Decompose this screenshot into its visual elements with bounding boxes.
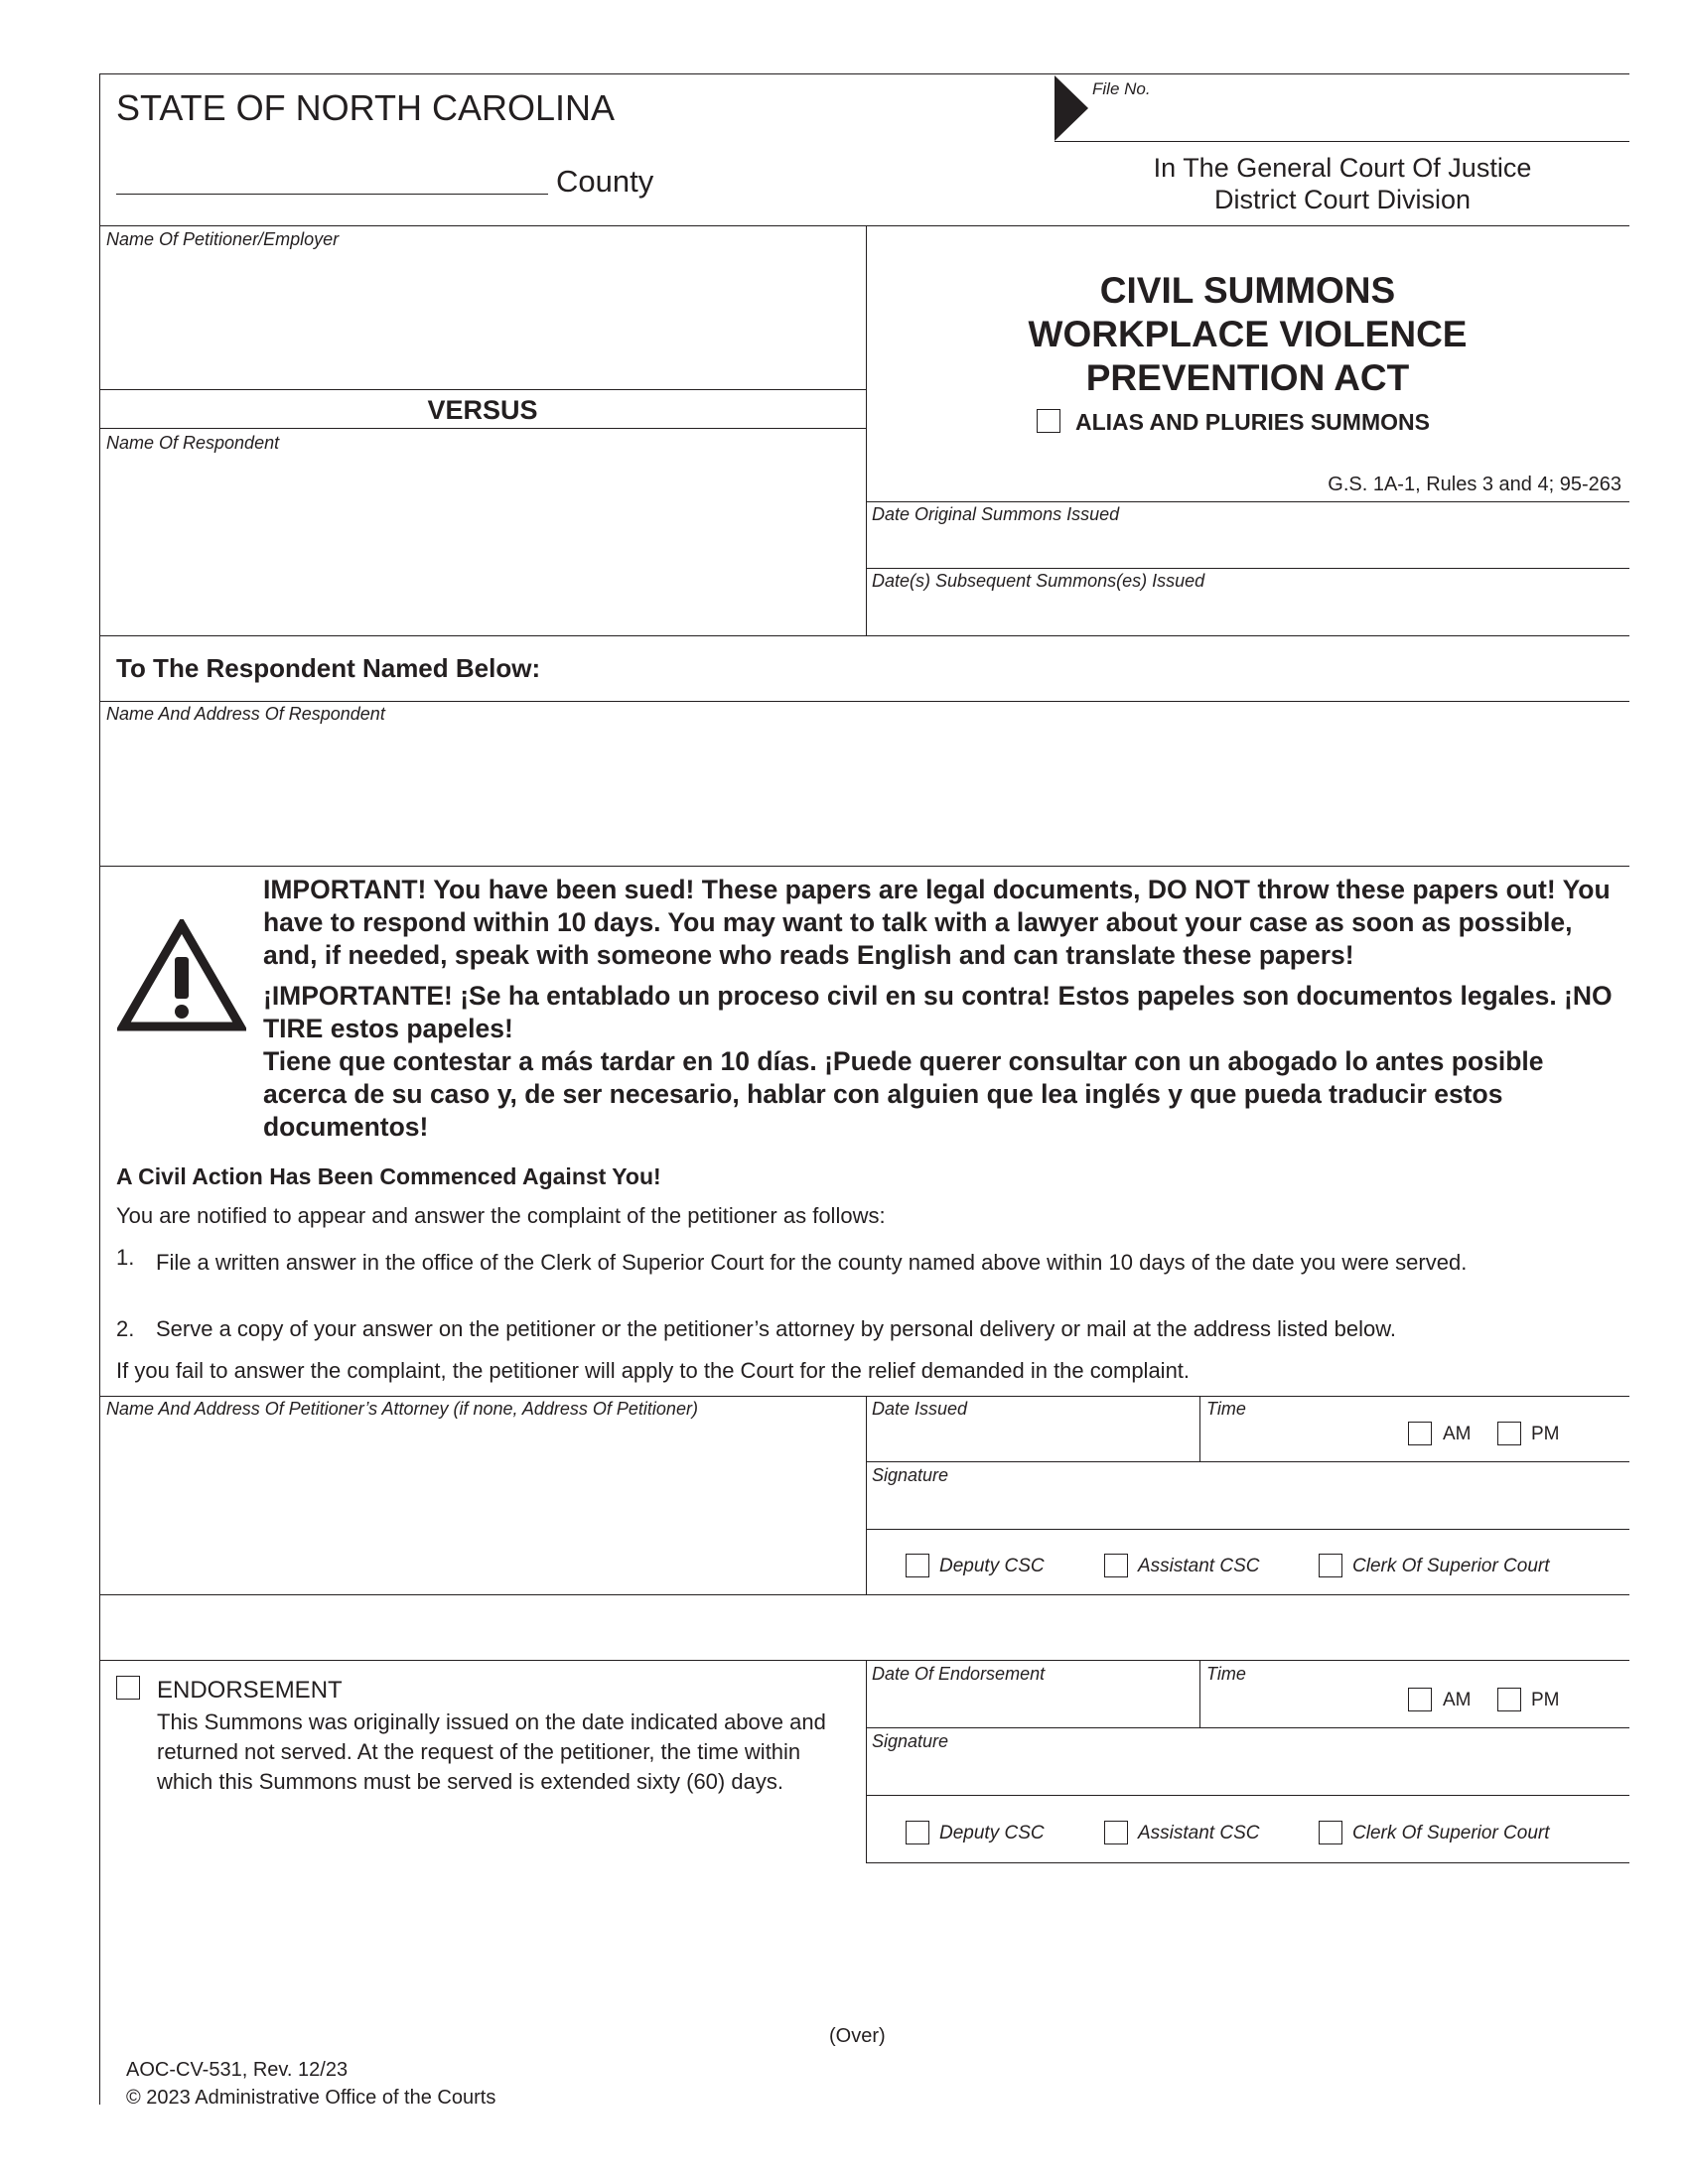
file-no-arrow-icon <box>1055 75 1088 141</box>
date-issued-rule <box>866 1461 1629 1462</box>
endorsement-date-field[interactable] <box>872 1686 1196 1725</box>
left-border <box>99 73 100 2105</box>
top-rule <box>99 73 1629 74</box>
over-label: (Over) <box>829 2025 886 2047</box>
date-subsequent-field[interactable] <box>872 594 1624 631</box>
signature-field[interactable] <box>872 1487 1624 1527</box>
signature-rule <box>866 1529 1629 1530</box>
action-heading: A Civil Action Has Been Commenced Against You! <box>116 1163 661 1189</box>
endorsement-top-rule <box>99 1660 1629 1661</box>
alias-checkbox[interactable] <box>1037 409 1060 433</box>
to-respondent-rule <box>99 701 1629 702</box>
time-divider <box>1199 1396 1200 1461</box>
respondent-address-field[interactable] <box>103 727 1626 862</box>
warning-spanish-1: ¡IMPORTANTE! ¡Se ha entablado un proceso civil en su contra! Estos papeles son documentos legales. ¡NO TIRE estos papeles! <box>263 981 1613 1043</box>
title-line-3: PREVENTION ACT <box>1085 357 1410 398</box>
action-intro: You are notified to appear and answer the complaint of the petitioner as follows: <box>116 1203 886 1228</box>
action-fail-notice: If you fail to answer the complaint, the petitioner will apply to the Court for the relief demanded in the complaint. <box>116 1358 1191 1383</box>
attorney-field[interactable] <box>103 1424 862 1590</box>
endorsement-date-label: Date Of Endorsement <box>872 1664 1046 1684</box>
endorsement-signature-field[interactable] <box>872 1753 1624 1793</box>
date-original-field[interactable] <box>872 526 1624 566</box>
header-bottom-rule <box>99 225 1629 226</box>
clerk-superior-court-checkbox[interactable] <box>1319 1554 1342 1577</box>
file-no-label: File No. <box>1092 79 1151 98</box>
pm-label: PM <box>1531 1424 1560 1444</box>
title-line-2: WORKPLACE VIOLENCE <box>1028 314 1468 354</box>
endorsement-assistant-csc-checkbox[interactable] <box>1104 1821 1128 1844</box>
petitioner-field[interactable] <box>103 254 862 387</box>
endorsement-date-rule <box>866 1727 1629 1728</box>
endorsement-assistant-csc-label: Assistant CSC <box>1138 1823 1260 1843</box>
date-issued-label: Date Issued <box>872 1399 968 1419</box>
respondent-address-rule <box>99 866 1629 867</box>
warning-spanish-2: Tiene que contestar a más tardar en 10 días. ¡Puede querer consultar con un abogado lo antes posible acerca de su caso y, de ser necesario, hablar con alguien que lea inglés y que pueda traducir estos documentos! <box>263 1046 1544 1142</box>
versus-rule <box>99 428 866 429</box>
endorsement-time-divider <box>1199 1660 1200 1727</box>
petitioner-rule <box>99 389 866 390</box>
to-respondent-heading: To The Respondent Named Below: <box>116 653 541 683</box>
form-number: AOC-CV-531, Rev. 12/23 <box>126 2059 349 2081</box>
action-item-2-number: 2. <box>116 1316 135 1341</box>
petitioner-label: Name Of Petitioner/Employer <box>106 229 340 249</box>
warning-english: IMPORTANT! You have been sued! These papers are legal documents, DO NOT throw these papers out! You have to respond within 10 days. You may want to talk with a lawyer about your case as soon as possible, and, if needed, speak with someone who reads English and can translate these papers! <box>263 875 1611 970</box>
endorsement-time-label: Time <box>1206 1664 1246 1684</box>
endorsement-signature-label: Signature <box>872 1731 949 1751</box>
assistant-csc-label: Assistant CSC <box>1138 1556 1260 1576</box>
endorsement-divider <box>866 1660 867 1862</box>
alias-label: ALIAS AND PLURIES SUMMONS <box>1075 409 1430 435</box>
date-original-rule <box>866 568 1629 569</box>
assistant-csc-checkbox[interactable] <box>1104 1554 1128 1577</box>
clerk-superior-court-label: Clerk Of Superior Court <box>1352 1556 1550 1576</box>
court-line-1: In The General Court Of Justice <box>1153 153 1532 183</box>
pm-checkbox[interactable] <box>1497 1422 1521 1445</box>
respondent-address-label: Name And Address Of Respondent <box>106 704 385 724</box>
endorsement-clerk-superior-court-checkbox[interactable] <box>1319 1821 1342 1844</box>
action-item-1-number: 1. <box>116 1245 135 1270</box>
state-title: STATE OF NORTH CAROLINA <box>116 87 616 128</box>
county-blank-line[interactable] <box>116 194 548 195</box>
signature-label: Signature <box>872 1465 949 1485</box>
action-item-2: Serve a copy of your answer on the petitioner or the petitioner’s attorney by personal delivery or mail at the address listed below. <box>156 1316 1396 1341</box>
date-original-label: Date Original Summons Issued <box>872 504 1120 524</box>
endorsement-am-checkbox[interactable] <box>1408 1688 1432 1711</box>
attorney-label: Name And Address Of Petitioner’s Attorney (if none, Address Of Petitioner) <box>106 1399 698 1419</box>
endorsement-clerk-superior-court-label: Clerk Of Superior Court <box>1352 1823 1550 1843</box>
endorsement-deputy-csc-checkbox[interactable] <box>906 1821 929 1844</box>
time-label: Time <box>1206 1399 1246 1419</box>
county-label: County <box>556 164 654 199</box>
court-line-2: District Court Division <box>1213 185 1472 214</box>
warning-text <box>263 874 1623 1144</box>
file-no-field[interactable] <box>1092 99 1626 139</box>
endorsement-bottom-rule <box>866 1862 1629 1863</box>
parties-bottom-rule <box>99 635 1629 636</box>
endorsement-checkbox[interactable] <box>116 1676 140 1700</box>
date-issued-field[interactable] <box>872 1422 1196 1459</box>
endorsement-title: ENDORSEMENT <box>157 1677 343 1704</box>
issue-bottom-rule <box>99 1594 1629 1595</box>
deputy-csc-checkbox[interactable] <box>906 1554 929 1577</box>
blank-row <box>103 1598 1626 1658</box>
endorsement-time-field[interactable] <box>1206 1686 1405 1725</box>
date-subsequent-label: Date(s) Subsequent Summons(es) Issued <box>872 571 1205 591</box>
statute-citation: G.S. 1A-1, Rules 3 and 4; 95-263 <box>1328 474 1621 495</box>
endorsement-text: This Summons was originally issued on the date indicated above and returned not served. At the request of the petitioner, the time within which this Summons must be served is extended sixty (60) days. <box>157 1709 826 1794</box>
respondent-field[interactable] <box>103 457 862 631</box>
endorsement-pm-checkbox[interactable] <box>1497 1688 1521 1711</box>
title-line-1: CIVIL SUMMONS <box>1099 270 1396 311</box>
statute-rule <box>866 501 1629 502</box>
time-field[interactable] <box>1206 1422 1405 1459</box>
issue-divider <box>866 1396 867 1594</box>
deputy-csc-label: Deputy CSC <box>939 1556 1045 1576</box>
action-item-1: File a written answer in the office of the Clerk of Superior Court for the county named above within 10 days of the date you were served. <box>156 1250 1468 1275</box>
copyright: © 2023 Administrative Office of the Courts <box>126 2087 496 2109</box>
respondent-label: Name Of Respondent <box>106 433 280 453</box>
warning-triangle-icon <box>117 919 246 1032</box>
am-label: AM <box>1443 1424 1472 1444</box>
am-checkbox[interactable] <box>1408 1422 1432 1445</box>
endorsement-am-label: AM <box>1443 1690 1472 1710</box>
endorsement-signature-rule <box>866 1795 1629 1796</box>
versus-label: VERSUS <box>427 395 538 425</box>
endorsement-deputy-csc-label: Deputy CSC <box>939 1823 1045 1843</box>
endorsement-pm-label: PM <box>1531 1690 1560 1710</box>
file-no-underline <box>1055 141 1629 142</box>
issue-top-rule <box>99 1396 1629 1397</box>
